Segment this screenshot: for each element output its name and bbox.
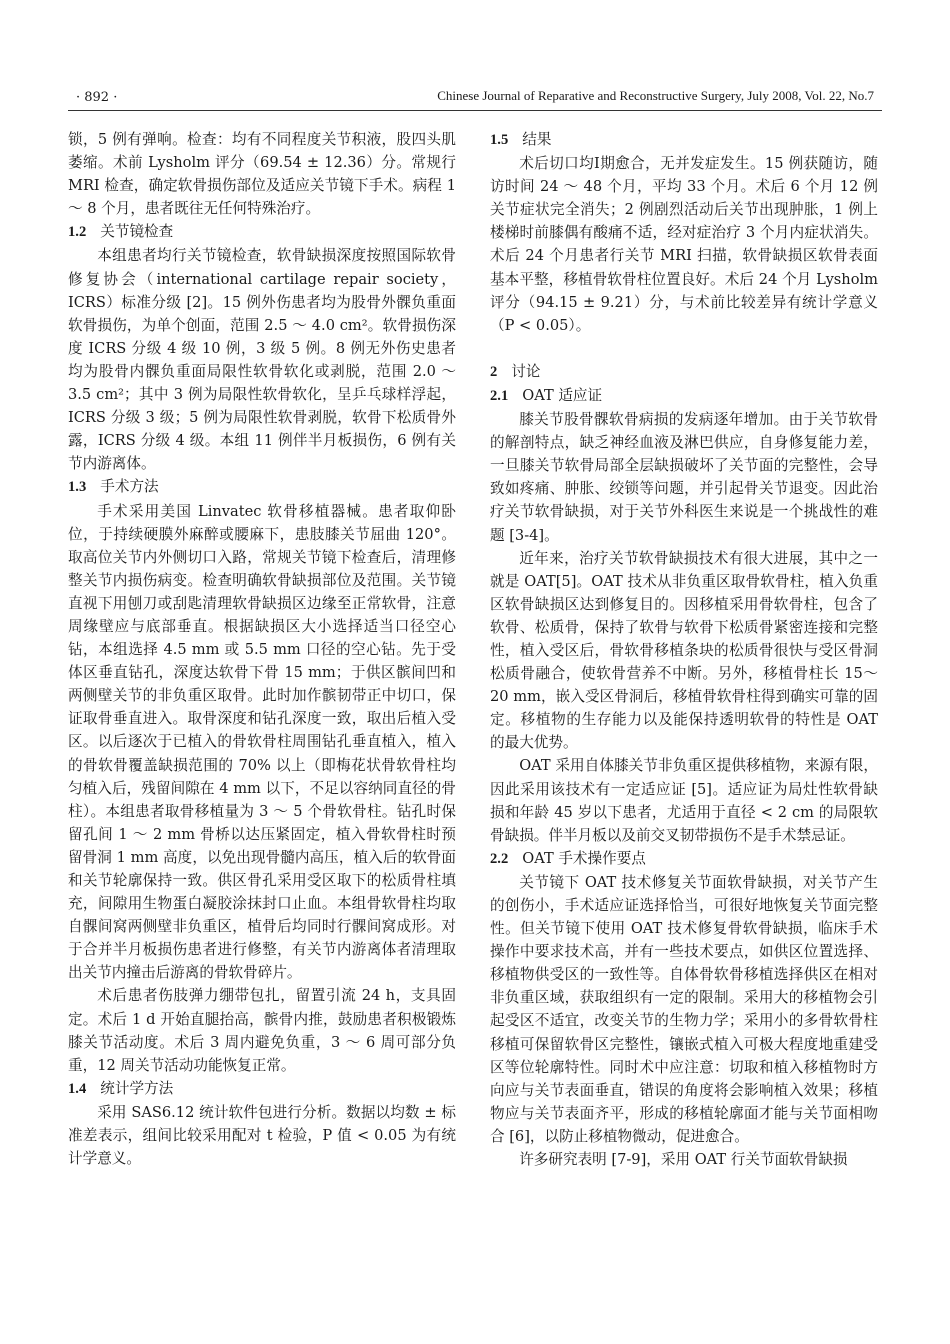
section-heading-1-5 — [490, 128, 878, 152]
section-title: 讨论 — [511, 362, 541, 380]
section-number: 1.5 — [490, 132, 509, 148]
left-column — [68, 128, 456, 1170]
paragraph: 本组患者均行关节镜检查，软骨缺损深度按照国际软骨修复协会（international cartilage repair society，ICRS）标准分级 [2]。15 例外伤患者均为股骨外髁负重面软骨损伤，为单个创面，范围 2.5 ～ 4.0 cm²。软骨损伤深度 ICRS 分级 4 级 10 例，3 级 5 例。8 例无外伤史患者均为股骨内髁负重面局限性软骨软化或剥脱，范围 2.0 ～ 3.5 cm²；其中 3 例为局限性软骨软化，呈乒乓球样浮起，ICRS 分级 3 级；5 例为局限性软骨剥脱，软骨下松质骨外露，ICRS 分级 4 级。本组 11 例伴半月板损伤，6 例有关节内游离体。 — [68, 247, 456, 473]
paragraph: 近年来，治疗关节软骨缺损技术有很大进展，其中之一就是 OAT[5]。OAT 技术从非负重区取骨软骨柱，植入负重区软骨缺损区达到修复目的。因移植采用骨软骨柱，包含了软骨、松质骨，保持了软骨与软骨下松质骨紧密连接和完整性，植入受区后，骨软骨移植条块的松质骨很快与受区骨洞松质骨融合，使软骨营养不中断。另外，移植骨柱长 15～20 mm，嵌入受区骨洞后，移植骨软骨柱得到确实可靠的固定。移植物的生存能力以及能保持透明软骨的特性是 OAT 的最大优势。 — [490, 549, 878, 752]
page-header — [68, 88, 882, 110]
paragraph: 术后患者伤肢弹力绷带包扎，留置引流 24 h，支具固定。术后 1 d 开始直腿抬高，髌骨内推，鼓励患者积极锻炼膝关节活动度。术后 3 周内避免负重，3 ～ 6 周可部分负重，12 周关节活动功能恢复正常。 — [68, 987, 456, 1074]
paragraph: 术后切口均Ⅰ期愈合，无并发症发生。15 例获随访，随访时间 24 ～ 48 个月，平均 33 个月。术后 6 个月 12 例关节症状完全消失；2 例剧烈活动后关节出现肿胀，1 例上楼梯时前膝偶有酸痛不适，经对症治疗 3 个月内症状消失。术后 24 个月患者行关节 MRI 扫描，软骨缺损区软骨表面基本平整，移植骨软骨柱位置良好。术后 24 个月 Lysholm 评分（94.15 ± 9.21）分，与术前比较差异有统计学意义（P < 0.05）。 — [490, 155, 878, 334]
section-number: 1.4 — [68, 1080, 87, 1097]
section-heading-1-4 — [68, 1077, 456, 1101]
section-title: OAT 适应证 — [522, 386, 603, 404]
page-number: · 892 · — [76, 90, 118, 105]
section-number: 2.2 — [490, 850, 509, 867]
section-number: 1.2 — [68, 224, 87, 241]
section-heading-2-2 — [490, 847, 878, 871]
paragraph: 膝关节股骨髁软骨病损的发病逐年增加。由于关节软骨的解剖特点，缺乏神经血液及淋巴供应，自身修复能力差，一旦膝关节软骨局部全层缺损破坏了关节面的完整性，会导致如疼痛、肿胀、绞锁等问题，并引起骨关节退变。因此治疗关节软骨缺损，对于关节外科医生来说是一个挑战性的难题 [3-4]。 — [490, 411, 878, 544]
paragraph: 许多研究表明 [7-9]，采用 OAT 行关节面软骨缺损 — [519, 1151, 848, 1169]
paragraph: 采用 SAS6.12 统计软件包进行分析。数据以均数 ± 标准差表示，组间比较采用配对 t 检验，P 值 < 0.05 为有统计学意义。 — [68, 1103, 456, 1168]
right-column — [490, 128, 878, 1171]
journal-citation: Chinese Journal of Reparative and Reconstructive Surgery, July 2008, Vol. 22, No.7 — [437, 88, 874, 103]
section-title: 统计学方法 — [100, 1079, 174, 1097]
section-heading-1-2 — [68, 220, 456, 244]
header-rule — [68, 110, 882, 111]
section-spacer — [490, 337, 878, 360]
section-title: 手术方法 — [100, 478, 159, 496]
section-number: 2 — [490, 363, 498, 380]
section-title: OAT 手术操作要点 — [522, 849, 646, 867]
section-number: 1.3 — [68, 479, 87, 496]
section-heading-1-3 — [68, 475, 456, 499]
paragraph: 关节镜下 OAT 技术修复关节面软骨缺损，对关节产生的创伤小，手术适应证选择恰当，可很好地恢复关节面完整性。但关节镜下使用 OAT 技术修复骨软骨缺损，临床手术操作中要求技术高，并有一些技术要点，如供区位置选择、移植物供受区的一致性等。自体骨软骨移植选择供区在相对非负重区域，获取组织有一定的限制。采用大的移植物会引起受区不适宜，改变关节的生物力学；采用小的多骨软骨柱移植可保留软骨区完整性，镶嵌式植入可极大程度地重建受区等位轮廓特性。同时术中应注意：切取和植入移植物时方向应与关节表面垂直，错误的角度将会影响植入效果；移植物应与关节表面齐平，形成的移植轮廓面才能与关节面相吻合 [6]，以防止移植物微动，促进愈合。 — [490, 873, 878, 1145]
section-title: 结果 — [522, 131, 552, 148]
section-heading-2-1 — [490, 384, 878, 408]
paragraph: 手术采用美国 Linvatec 软骨移植器械。患者取仰卧位，于持续硬膜外麻醉或腰麻下，患肢膝关节屈曲 120°。取高位关节内外侧切口入路，常规关节镜下检查后，清理修整关节内损伤病变。检查明确软骨缺损部位及范围。关节镜直视下用刨刀或刮匙清理软骨缺损区边缘至正常软骨，注意周缘壁应与底部垂直。根据缺损区大小选择适当口径空心钻，本组选择 4.5 mm 或 5.5 mm 口径的空心钻。先于受体区垂直钻孔，深度达软骨下骨 15 mm；于供区髌间凹和两侧壁关节的非负重区取骨。此时加作髌韧带正中切口，保证取骨垂直进入。取骨深度和钻孔深度一致，取出后植入受区。以后逐次于已植入的骨软骨柱周围钻孔垂直植入，植入的骨软骨覆盖缺损范围的 70% 以上（即梅花状骨软骨柱均匀植入后，残留间隙在 4 mm 以下，不足以容纳同直径的骨柱）。本组患者取骨移植量为 3 ～ 5 个骨软骨柱。钻孔时保留孔间 1 ～ 2 mm 骨桥以达压紧固定，植入骨软骨柱时预留骨洞 1 mm 高度，以免出现骨髓内高压，植入后的软骨面和关节轮廓保持一致。供区骨孔采用受区取下的松质骨柱填充，间隙用生物蛋白凝胶涂抹封口止血。本组骨软骨柱均取自髁间窝两侧壁非负重区，植骨后均同时行髁间窝成形。对于合并半月板损伤患者进行修整，有关节内游离体者清理取出关节内撞击后游离的骨软骨碎片。 — [68, 502, 456, 982]
section-title: 关节镜检查 — [100, 223, 174, 241]
section-number: 2.1 — [490, 387, 509, 404]
paragraph: 锁，5 例有弹响。检查：均有不同程度关节积液，股四头肌萎缩。术前 Lysholm 评分（69.54 ± 12.36）分。常规行 MRI 检查，确定软骨损伤部位及适应关节镜下手术。病程 1 ～ 8 个月，患者既往无任何特殊治疗。 — [68, 131, 456, 218]
paragraph: OAT 采用自体膝关节非负重区提供移植物，来源有限，因此采用该技术有一定适应证 [5]。适应证为局灶性软骨缺损和年龄 45 岁以下患者，尤适用于直径 < 2 cm 的局限软骨缺损。伴半月板以及前交叉韧带损伤不是手术禁忌证。 — [490, 757, 878, 844]
section-heading-2 — [490, 360, 878, 384]
